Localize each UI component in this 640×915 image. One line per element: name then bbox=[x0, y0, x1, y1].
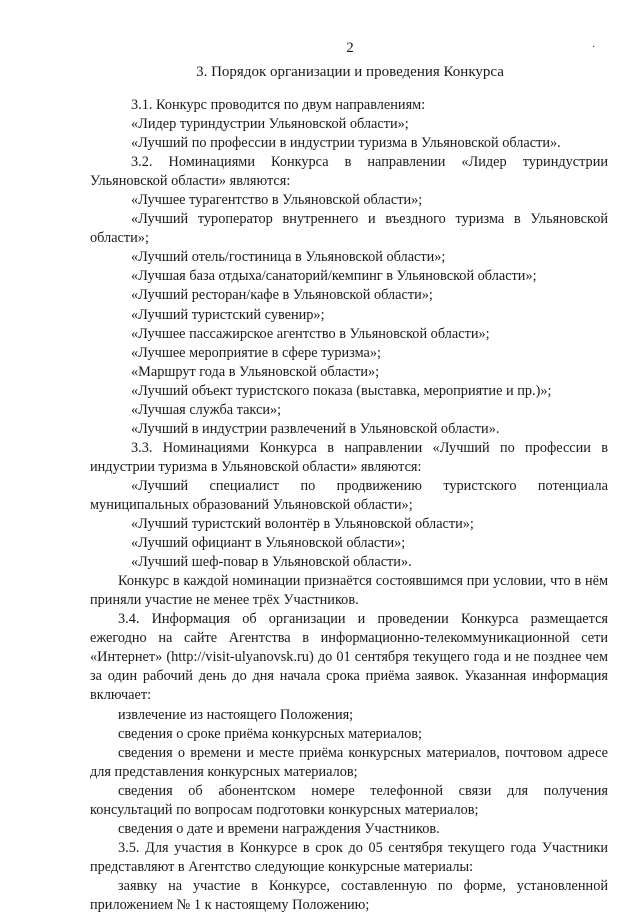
paragraph: сведения о сроке приёма конкурсных материалов; bbox=[118, 725, 422, 742]
paragraph: «Маршрут года в Ульяновской области»; bbox=[131, 363, 380, 380]
scan-mark: · bbox=[592, 42, 596, 53]
paragraph: 3.1. Конкурс проводится по двум направлениям: bbox=[131, 97, 426, 113]
paragraph: «Лучший специалист по продвижению туристского потенциала муниципальных образований Ульяновской области»; bbox=[90, 477, 608, 513]
paragraph: «Лучшее пассажирское агентство в Ульяновской области»; bbox=[131, 325, 490, 342]
paragraph: «Лучший официант в Ульяновской области»; bbox=[131, 535, 406, 552]
page-number: 2 bbox=[346, 40, 354, 56]
paragraph: «Лучший отель/гостиница в Ульяновской области»; bbox=[131, 249, 446, 266]
paragraph: сведения о времени и месте приёма конкурсных материалов, почтовом адресе для представления конкурсных материалов; bbox=[90, 744, 608, 780]
paragraph: «Лучший объект туристского показа (выставка, мероприятие и пр.)»; bbox=[131, 382, 552, 399]
paragraph: «Лучший по профессии в индустрии туризма в Ульяновской области». bbox=[131, 135, 561, 152]
paragraph: 3.3. Номинациями Конкурса в направлении «Лучший по профессии в индустрии туризма в Ульяновской области» являются: bbox=[90, 439, 608, 475]
paragraph: сведения об абонентском номере телефонной связи для получения консультаций по вопросам подготовки конкурсных материалов; bbox=[90, 782, 608, 818]
paragraph: «Лучшее турагентство в Ульяновской области»; bbox=[131, 192, 423, 209]
paragraph: «Лучший в индустрии развлечений в Ульяновской области». bbox=[131, 420, 500, 437]
paragraph: «Лучшее мероприятие в сфере туризма»; bbox=[131, 344, 382, 361]
section-title: 3. Порядок организации и проведения Конкурса bbox=[196, 64, 504, 80]
paragraph: сведения о дате и времени награждения Участников. bbox=[118, 820, 440, 837]
paragraph: «Лучший туроператор внутреннего и въездного туризма в Ульяновской области»; bbox=[90, 211, 608, 247]
paragraph: извлечение из настоящего Положения; bbox=[118, 706, 354, 723]
paragraph: 3.5. Для участия в Конкурсе в срок до 05 сентября текущего года Участники представляют в Агентство следующие конкурсные материалы: bbox=[90, 839, 608, 875]
paragraph: Конкурс в каждой номинации признаётся состоявшимся при условии, что в нём приняли участие не менее трёх Участников. bbox=[90, 573, 608, 609]
paragraph: заявку на участие в Конкурсе, составленную по форме, установленной приложением № 1 к настоящему Положению; bbox=[90, 877, 608, 913]
paragraph: «Лучший ресторан/кафе в Ульяновской области»; bbox=[131, 287, 433, 304]
paragraph: «Лидер туриндустрии Ульяновской области»; bbox=[131, 116, 409, 133]
paragraph: «Лучшая служба такси»; bbox=[131, 401, 282, 418]
document-body bbox=[90, 96, 608, 915]
paragraph: «Лучшая база отдыха/санаторий/кемпинг в Ульяновской области»; bbox=[131, 268, 537, 285]
paragraph: «Лучший шеф-повар в Ульяновской области». bbox=[131, 554, 412, 571]
paragraph: 3.4. Информация об организации и проведении Конкурса размещается ежегодно на сайте Агентства в информационно-телекоммуникационной сети «Интернет» (http://visit-ulyanovsk.ru) до 01 сентября текущего года и не позднее чем за один рабочий день до дня начала срока приёма заявок. Указанная информация включает: bbox=[90, 611, 608, 704]
paragraph: «Лучший туристский волонтёр в Ульяновской области»; bbox=[131, 516, 474, 533]
paragraph: «Лучший туристский сувенир»; bbox=[131, 306, 325, 323]
paragraph: 3.2. Номинациями Конкурса в направлении «Лидер туриндустрии Ульяновской области» являются: bbox=[90, 154, 608, 190]
